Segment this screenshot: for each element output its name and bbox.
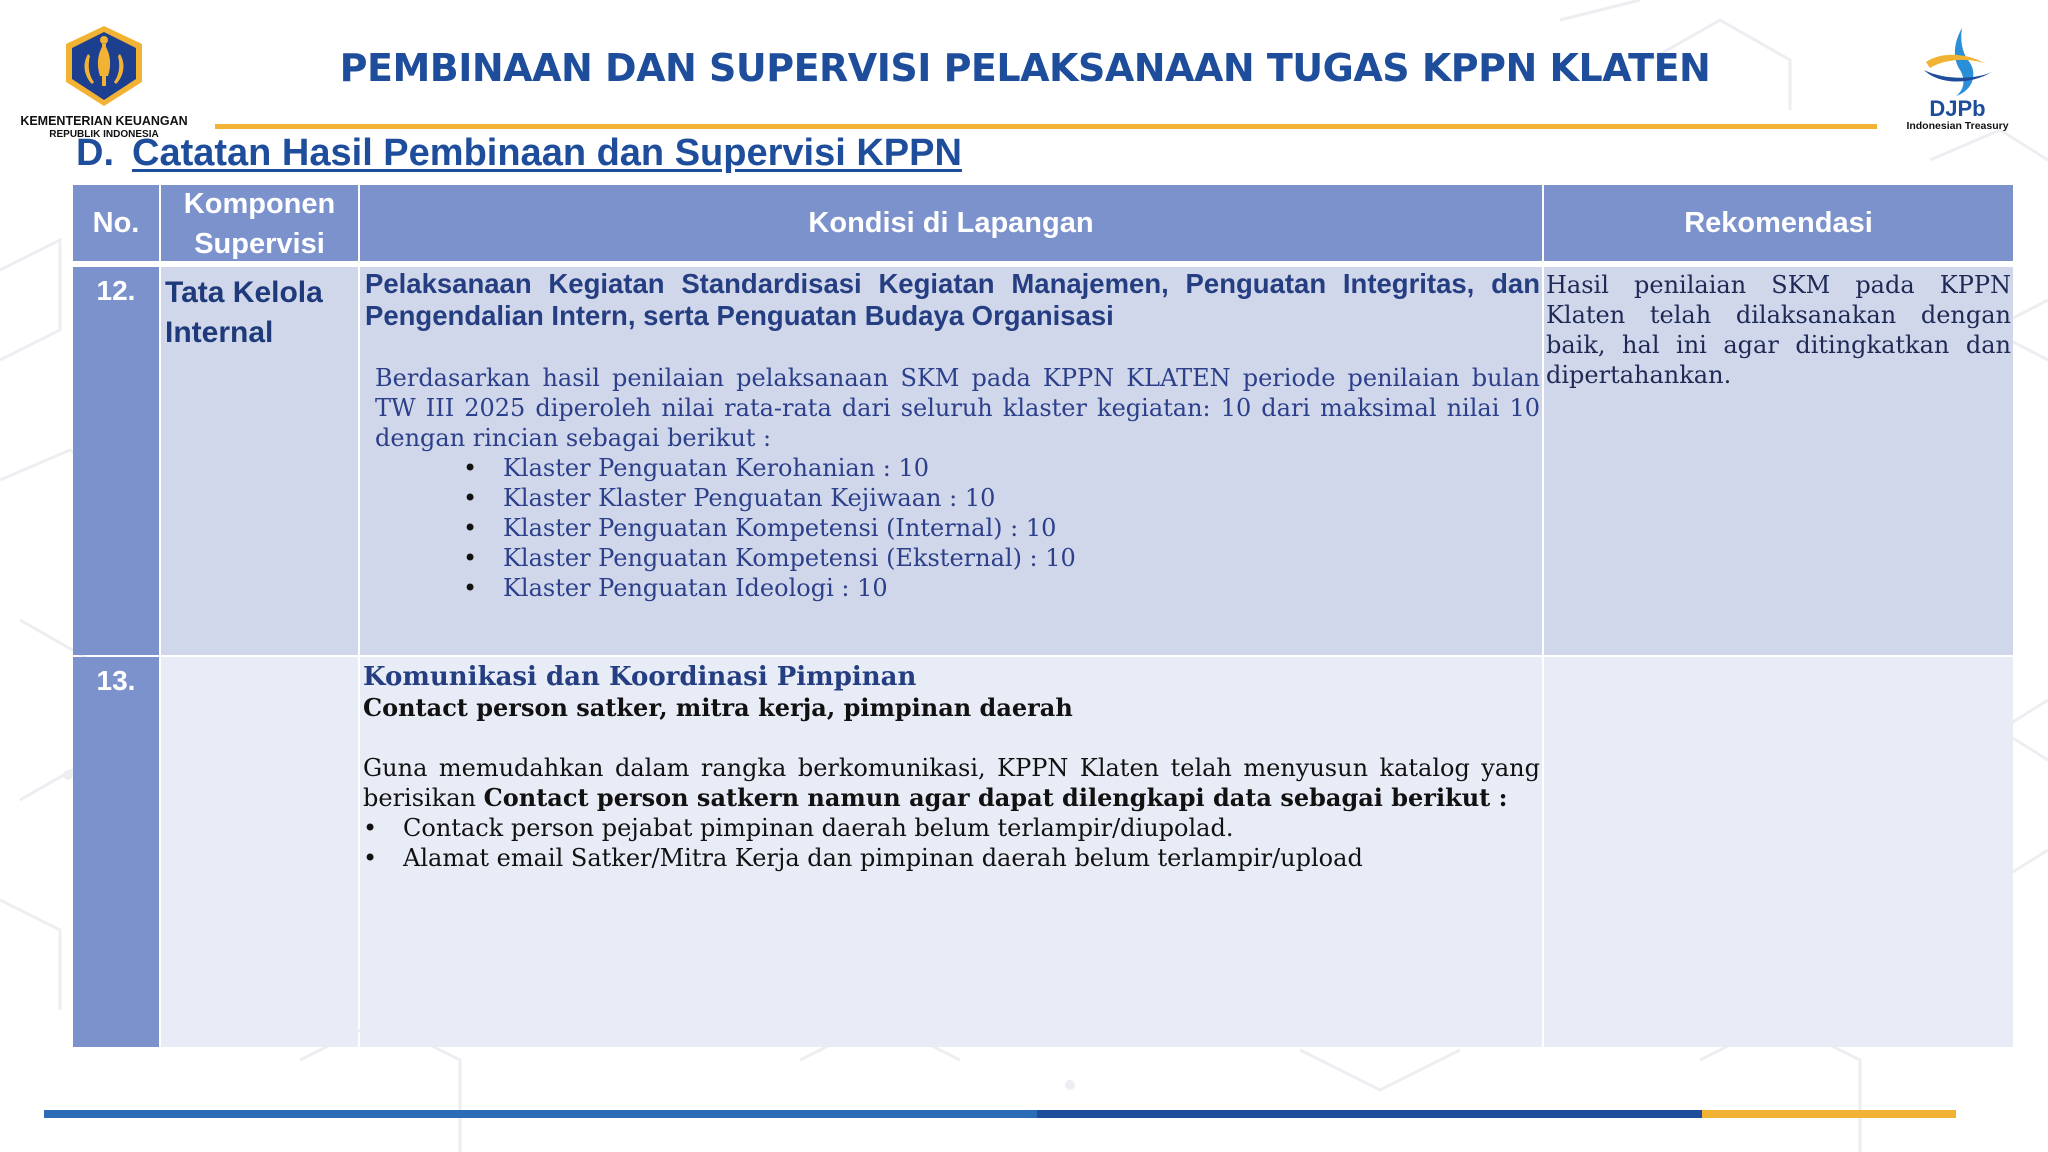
row-12-kondisi-body: Berdasarkan hasil penilaian pelaksanaan SKM pada KPPN KLATEN periode penilaian bulan TW III 2025 diperoleh nilai rata-rata dari seluruh klaster kegiatan: 10 dari maksimal nilai 10 dengan rincian sebagai berikut : <box>375 364 1540 452</box>
djpb-subtitle: Indonesian Treasury <box>1906 120 2009 132</box>
djpb-logo-icon <box>1916 24 2000 100</box>
row-13-kondisi-subtitle: Contact person satker, mitra kerja, pimpinan daerah <box>363 693 1073 722</box>
list-item: • Klaster Penguatan Kompetensi (Internal) : 10 <box>463 513 1542 543</box>
row-13-no: 13. <box>73 657 159 1047</box>
list-item: • Contack person pejabat pimpinan daerah belum terlampir/diupolad. <box>363 813 1540 843</box>
section-heading <box>76 132 962 175</box>
header-rekomendasi: Rekomendasi <box>1544 185 2013 261</box>
row-13-kondisi-body <box>363 753 1540 813</box>
section-letter: D. <box>76 132 114 174</box>
row-13-kondisi <box>360 657 1542 1047</box>
row-12-kondisi <box>360 267 1542 655</box>
supervision-table <box>73 185 2013 1047</box>
footer-bar-dark <box>1037 1110 1702 1118</box>
list-item: • Klaster Penguatan Ideologi : 10 <box>463 573 1542 603</box>
row-12-klaster-list <box>363 453 1542 603</box>
kemenkeu-subtitle: REPUBLIK INDONESIA <box>49 129 159 140</box>
row-12-rekomendasi: Hasil penilaian SKM pada KPPN Klaten telah dilaksanakan dengan baik, hal ini agar ditingkatkan dan dipertahankan. <box>1544 267 2013 655</box>
row-13-body-emphasis: Contact person satkern namun agar dapat dilengkapi data sebagai berikut : <box>483 783 1508 812</box>
kemenkeu-logo <box>16 24 192 140</box>
title-underline <box>215 124 1877 129</box>
footer-bar-blue <box>44 1110 1037 1118</box>
kemenkeu-name: KEMENTERIAN KEUANGAN <box>20 114 188 128</box>
list-item: • Klaster Penguatan Kerohanian : 10 <box>463 453 1542 483</box>
djpb-logo <box>1895 24 2020 144</box>
row-13-kondisi-title: Komunikasi dan Koordinasi Pimpinan <box>363 662 917 692</box>
section-title: Catatan Hasil Pembinaan dan Supervisi KPPN <box>132 132 962 174</box>
kemenkeu-emblem-icon <box>58 24 150 108</box>
footer-bar-yellow <box>1702 1110 1956 1118</box>
row-12-komponen: Tata Kelola Internal <box>161 267 358 655</box>
list-item: • Alamat email Satker/Mitra Kerja dan pimpinan daerah belum terlampir/upload <box>363 843 1540 873</box>
header-no: No. <box>73 185 159 261</box>
list-item: • Klaster Klaster Penguatan Kejiwaan : 10 <box>463 483 1542 513</box>
header-komponen: Komponen Supervisi <box>161 185 358 261</box>
list-item: • Klaster Penguatan Kompetensi (Eksternal) : 10 <box>463 543 1542 573</box>
row-12-kondisi-title: Pelaksanaan Kegiatan Standardisasi Kegiatan Manajemen, Penguatan Integritas, dan Pengendalian Intern, serta Penguatan Budaya Organisasi <box>365 268 1540 331</box>
row-13-body-text: Guna memudahkan dalam rangka berkomunikasi, KPPN Klaten telah menyusun katalog yang berisikan <box>363 754 1540 812</box>
row-12-no: 12. <box>73 267 159 655</box>
header-kondisi: Kondisi di Lapangan <box>360 185 1542 261</box>
row-13-rekomendasi <box>1544 657 2013 1047</box>
row-13-issue-list <box>363 813 1540 873</box>
page-title: PEMBINAAN DAN SUPERVISI PELAKSANAAN TUGAS KPPN KLATEN <box>339 46 1711 90</box>
djpb-name: DJPb <box>1929 96 1986 121</box>
row-13-komponen <box>161 657 358 1047</box>
